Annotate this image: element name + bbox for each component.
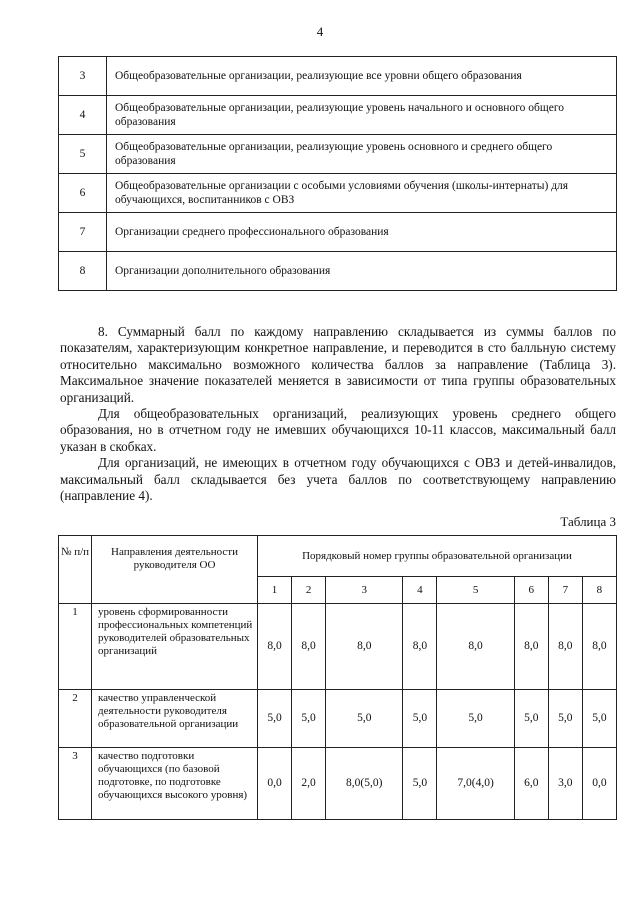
group-number: 8 [59, 252, 107, 291]
paragraph: Для общеобразовательных организаций, реализующих уровень среднего общего образования, но в отчетном году не имевших обучающихся 10-11 классов, максимальный балл указан в скобках. [60, 406, 616, 454]
group-number-header: 6 [514, 577, 548, 604]
score-cell: 5,0 [258, 690, 292, 748]
group-number: 7 [59, 213, 107, 252]
score-cell: 5,0 [326, 690, 403, 748]
scores-table [58, 535, 617, 820]
table-caption: Таблица 3 [560, 514, 616, 529]
group-number: 4 [59, 96, 107, 135]
group-description: Организации среднего профессионального образования [107, 213, 617, 252]
row-number: 2 [59, 690, 92, 748]
score-cell: 8,0 [326, 604, 403, 690]
header-row [59, 536, 617, 577]
group-description: Общеобразовательные организации, реализующие все уровни общего образования [107, 57, 617, 96]
body-text [60, 324, 616, 504]
score-cell: 3,0 [548, 748, 582, 820]
paragraph: 8. Суммарный балл по каждому направлению складывается из суммы баллов по показателям, характеризующим конкретное направление, и переводится в сто балльную систему относительно максимально возможного количества баллов за направление (Таблица 3). Максимальное значение показателей меняется в зависимости от типа группы образовательных организаций. [60, 324, 616, 405]
group-number-header: 3 [326, 577, 403, 604]
table-row [59, 252, 617, 291]
score-cell: 8,0 [292, 604, 326, 690]
table-row [59, 135, 617, 174]
groups-table [58, 56, 617, 291]
score-cell: 5,0 [403, 748, 437, 820]
score-cell: 0,0 [582, 748, 616, 820]
row-direction: уровень сформированности профессиональных компетенций руководителей образовательных организаций [92, 604, 258, 690]
score-cell: 8,0(5,0) [326, 748, 403, 820]
row-number: 3 [59, 748, 92, 820]
score-cell: 8,0 [548, 604, 582, 690]
score-cell: 5,0 [548, 690, 582, 748]
table-row [59, 604, 617, 690]
group-description: Общеобразовательные организации, реализующие уровень основного и среднего общего образования [107, 135, 617, 174]
score-cell: 5,0 [582, 690, 616, 748]
group-number: 6 [59, 174, 107, 213]
score-cell: 5,0 [437, 690, 514, 748]
table-row [59, 57, 617, 96]
column-header-direction: Направления деятельности руководителя ОО [92, 536, 258, 604]
table-row [59, 748, 617, 820]
score-cell: 8,0 [403, 604, 437, 690]
table-row [59, 690, 617, 748]
score-cell: 5,0 [403, 690, 437, 748]
score-cell: 8,0 [258, 604, 292, 690]
score-cell: 8,0 [437, 604, 514, 690]
group-number-header: 4 [403, 577, 437, 604]
group-description: Общеобразовательные организации с особыми условиями обучения (школы-интернаты) для обучающихся, воспитанников с ОВЗ [107, 174, 617, 213]
score-cell: 5,0 [514, 690, 548, 748]
group-description: Общеобразовательные организации, реализующие уровень начального и основного общего образования [107, 96, 617, 135]
group-number: 3 [59, 57, 107, 96]
score-cell: 2,0 [292, 748, 326, 820]
page-number: 4 [316, 24, 324, 39]
column-header-num: № п/п [59, 536, 92, 604]
table-row [59, 96, 617, 135]
group-number-header: 8 [582, 577, 616, 604]
column-header-group: Порядковый номер группы образовательной организации [258, 536, 617, 577]
group-number-header: 1 [258, 577, 292, 604]
score-cell: 8,0 [582, 604, 616, 690]
row-direction: качество подготовки обучающихся (по базовой подготовке, по подготовке обучающихся высокого уровня) [92, 748, 258, 820]
table-row [59, 174, 617, 213]
group-description: Организации дополнительного образования [107, 252, 617, 291]
score-cell: 7,0(4,0) [437, 748, 514, 820]
group-number-header: 7 [548, 577, 582, 604]
group-number-header: 2 [292, 577, 326, 604]
group-number-header: 5 [437, 577, 514, 604]
paragraph: Для организаций, не имеющих в отчетном году обучающихся с ОВЗ и детей-инвалидов, максимальный балл складывается без учета баллов по соответствующему направлению (направление 4). [60, 455, 616, 504]
score-cell: 8,0 [514, 604, 548, 690]
row-direction: качество управленческой деятельности руководителя образовательной организации [92, 690, 258, 748]
score-cell: 5,0 [292, 690, 326, 748]
score-cell: 0,0 [258, 748, 292, 820]
score-cell: 6,0 [514, 748, 548, 820]
row-number: 1 [59, 604, 92, 690]
group-number: 5 [59, 135, 107, 174]
table-row [59, 213, 617, 252]
